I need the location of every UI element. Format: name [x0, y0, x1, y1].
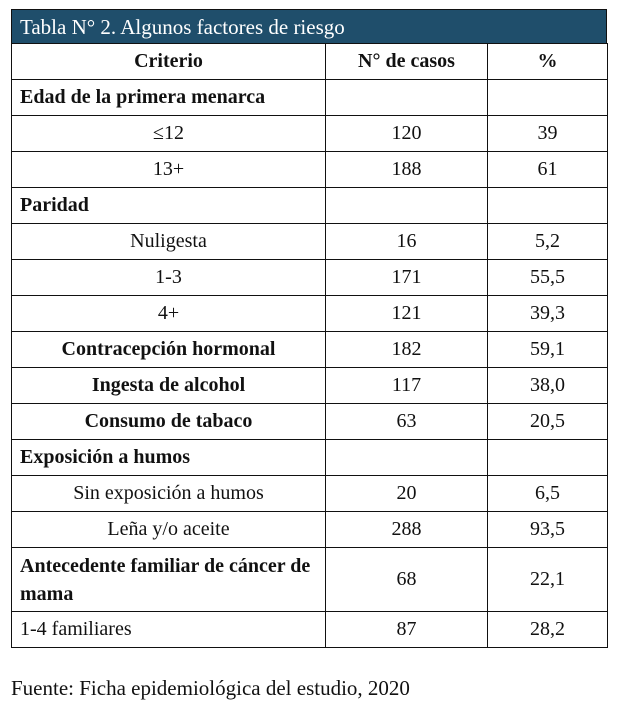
cases-cell: 120 — [326, 116, 488, 152]
table-row — [12, 332, 608, 368]
row-label: 1-3 — [12, 260, 326, 296]
cases-cell: 63 — [326, 404, 488, 440]
source-note: Fuente: Ficha epidemiológica del estudio, 2020 — [11, 676, 410, 700]
percent-cell: 59,1 — [488, 332, 608, 368]
cases-cell — [326, 188, 488, 224]
table-row — [12, 152, 608, 188]
percent-cell — [488, 188, 608, 224]
table-header-row — [12, 44, 608, 80]
row-label: Leña y/o aceite — [12, 512, 326, 548]
table-row — [12, 224, 608, 260]
cases-cell: 117 — [326, 368, 488, 404]
cases-cell: 171 — [326, 260, 488, 296]
percent-cell: 20,5 — [488, 404, 608, 440]
cases-cell: 188 — [326, 152, 488, 188]
row-label: 4+ — [12, 296, 326, 332]
table-caption: Tabla N° 2. Algunos factores de riesgo — [11, 9, 607, 43]
row-label: Consumo de tabaco — [12, 404, 326, 440]
table-row — [12, 512, 608, 548]
table-row — [12, 612, 608, 648]
cases-cell: 87 — [326, 612, 488, 648]
table-row — [12, 296, 608, 332]
cases-cell — [326, 440, 488, 476]
row-label: 13+ — [12, 152, 326, 188]
risk-factors-table — [11, 43, 608, 648]
percent-cell: 39 — [488, 116, 608, 152]
section-label: Antecedente familiar de cáncer de mama — [12, 548, 326, 612]
header-porcentaje: % — [488, 44, 608, 80]
row-label: 1-4 familiares — [12, 612, 326, 648]
header-casos: N° de casos — [326, 44, 488, 80]
cases-cell: 20 — [326, 476, 488, 512]
table-row — [12, 80, 608, 116]
percent-cell: 28,2 — [488, 612, 608, 648]
cases-cell — [326, 80, 488, 116]
table-row — [12, 440, 608, 476]
header-criterio: Criterio — [12, 44, 326, 80]
row-label: Contracepción hormonal — [12, 332, 326, 368]
percent-cell: 38,0 — [488, 368, 608, 404]
percent-cell: 5,2 — [488, 224, 608, 260]
percent-cell: 61 — [488, 152, 608, 188]
percent-cell: 39,3 — [488, 296, 608, 332]
row-label: ≤12 — [12, 116, 326, 152]
cases-cell: 16 — [326, 224, 488, 260]
cases-cell: 182 — [326, 332, 488, 368]
table-row — [12, 548, 608, 612]
section-label: Exposición a humos — [12, 440, 326, 476]
table-row — [12, 368, 608, 404]
row-label: Sin exposición a humos — [12, 476, 326, 512]
percent-cell: 6,5 — [488, 476, 608, 512]
percent-cell — [488, 440, 608, 476]
row-label: Nuligesta — [12, 224, 326, 260]
percent-cell: 93,5 — [488, 512, 608, 548]
table-row — [12, 404, 608, 440]
percent-cell: 22,1 — [488, 548, 608, 612]
table-row — [12, 188, 608, 224]
table-row — [12, 476, 608, 512]
cases-cell: 68 — [326, 548, 488, 612]
percent-cell — [488, 80, 608, 116]
section-label: Paridad — [12, 188, 326, 224]
cases-cell: 288 — [326, 512, 488, 548]
table-row — [12, 116, 608, 152]
percent-cell: 55,5 — [488, 260, 608, 296]
section-label: Edad de la primera menarca — [12, 80, 326, 116]
table-row — [12, 260, 608, 296]
cases-cell: 121 — [326, 296, 488, 332]
row-label: Ingesta de alcohol — [12, 368, 326, 404]
